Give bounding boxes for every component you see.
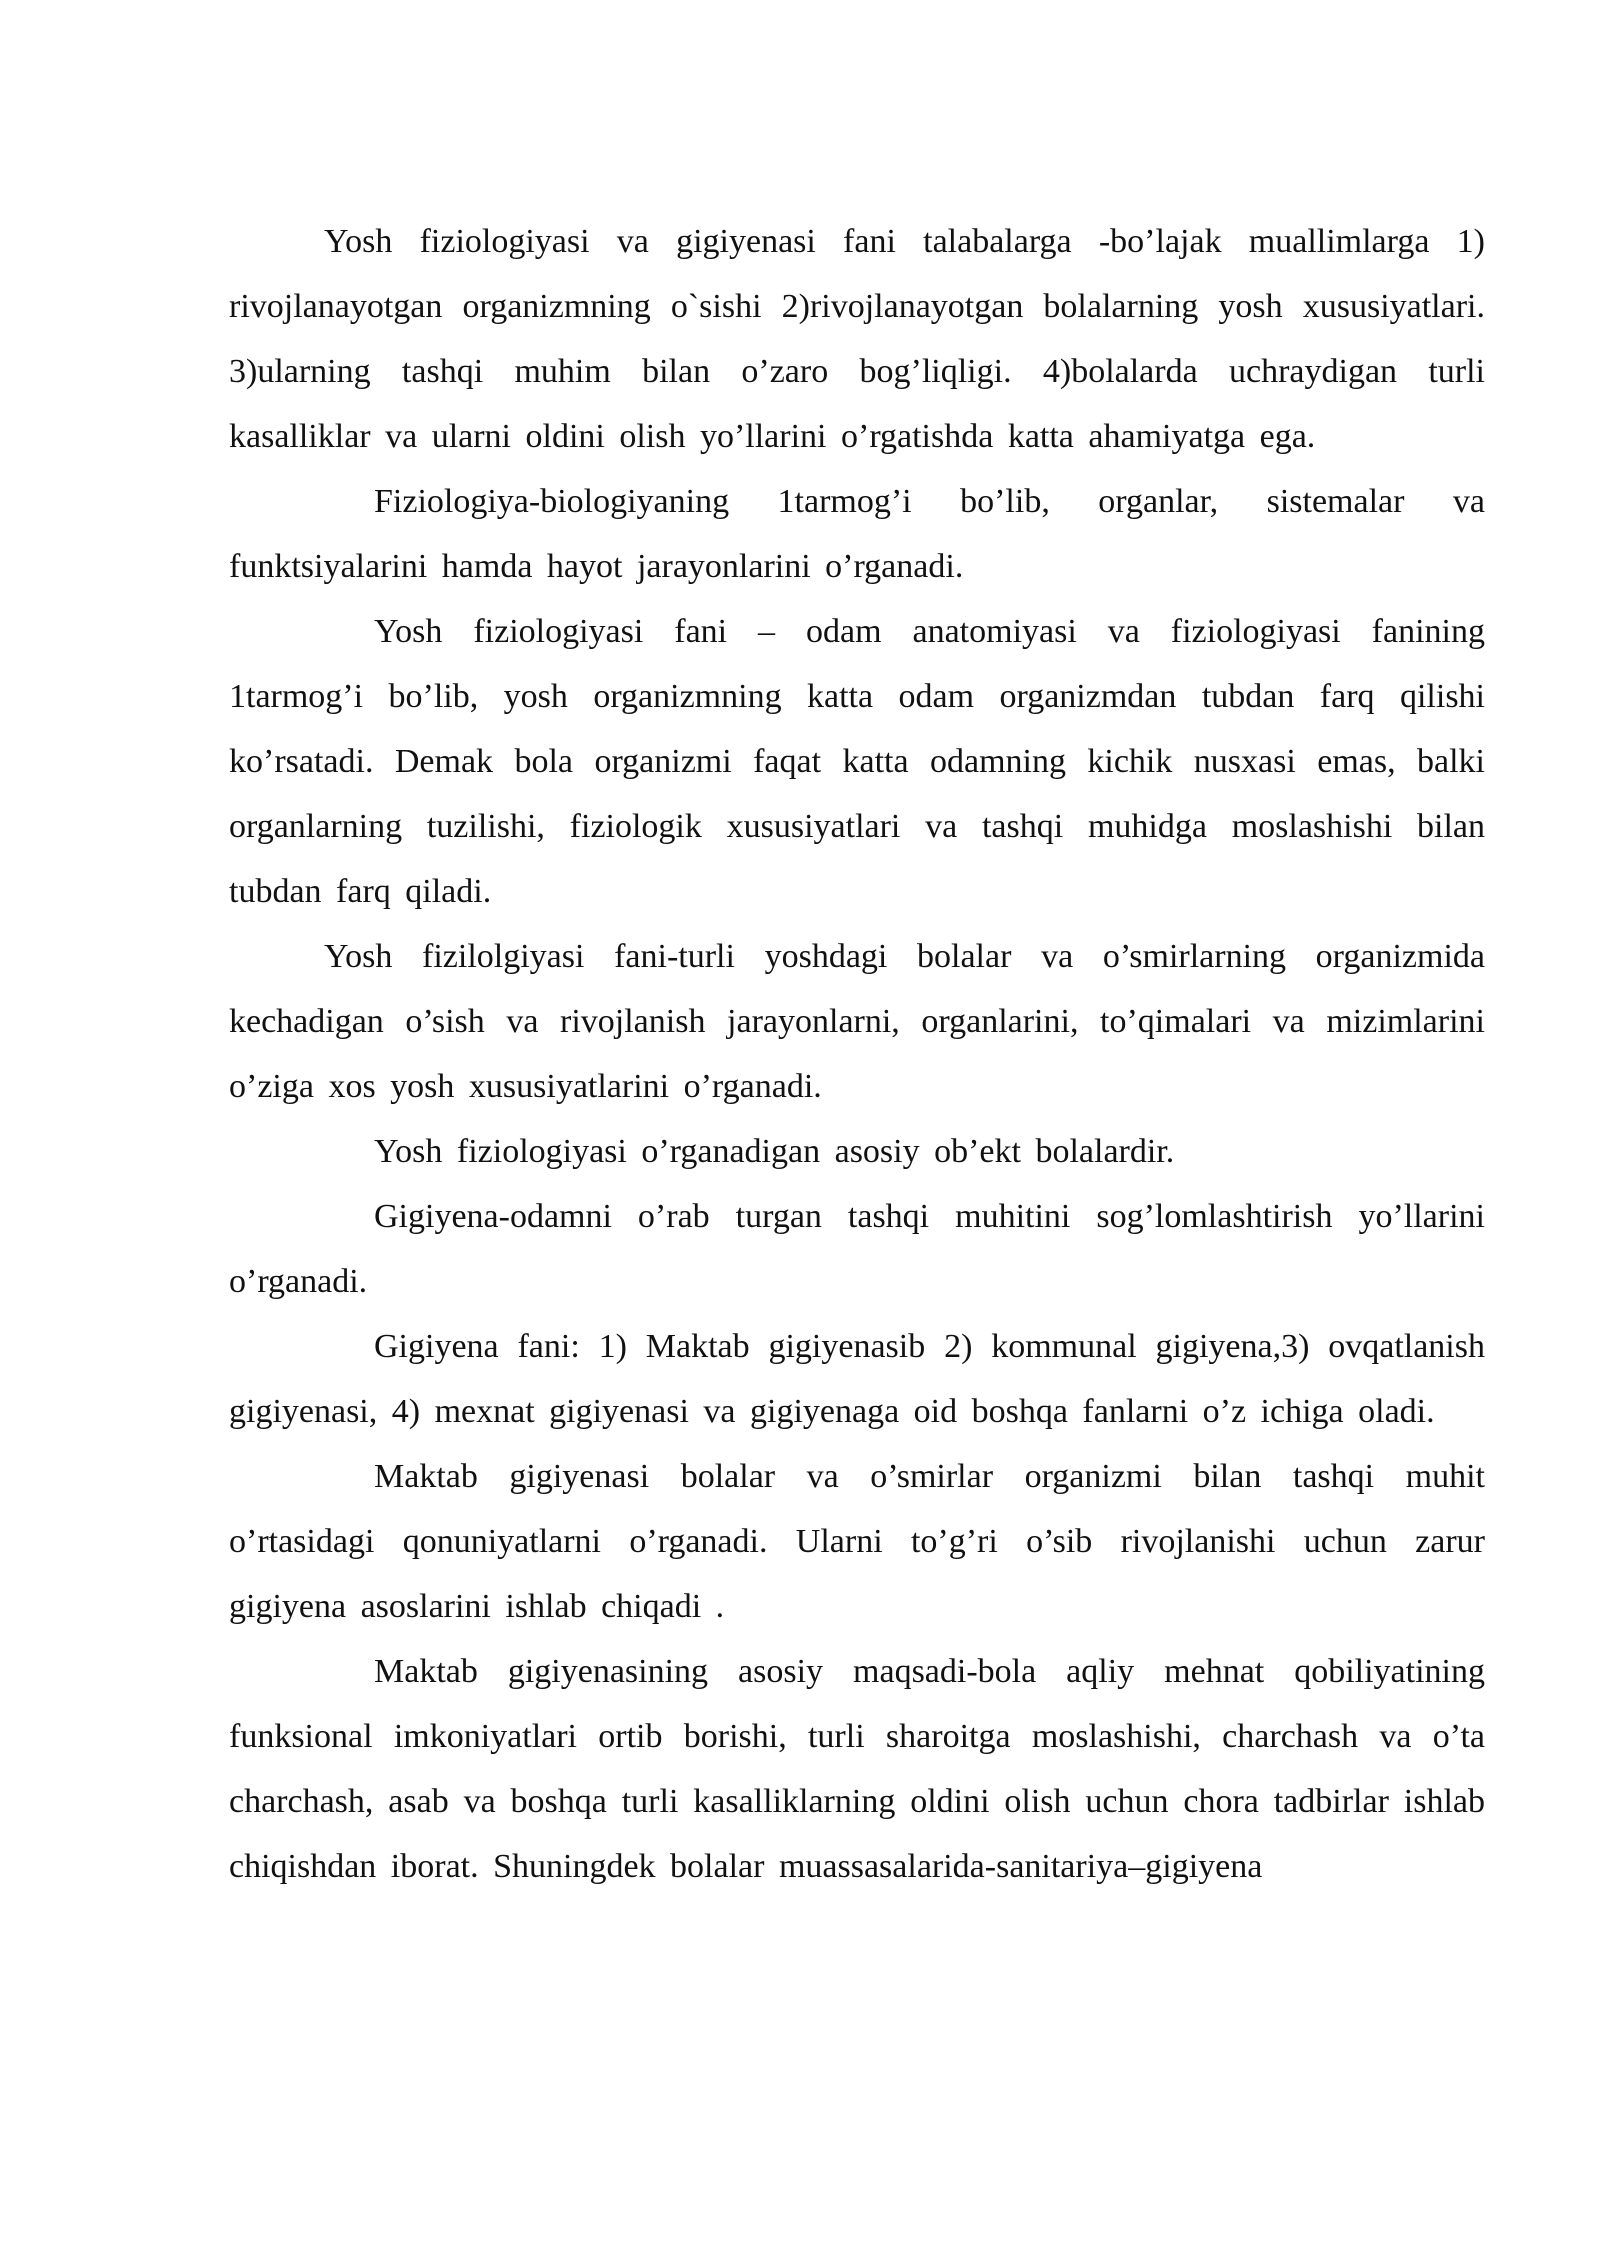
paragraph-school-hygiene-goal: Maktab gigiyenasining asosiy maqsadi-bola aqliy mehnat qobiliyatining funksional imkoniyatlari ortib borishi, turli sharoitga moslashishi, charchash va o’ta charchash, asab va boshqa turli kasalliklarning oldini olish uchun chora tadbirlar ishlab chiqishdan iborat. Shuningdek bolalar muassasalarida-sanitariya–gigiyena xyxy=(229,1653,1485,1885)
paragraph-hygiene-branches: Gigiyena fani: 1) Maktab gigiyenasib 2) kommunal gigiyena,3) ovqatlanish gigiyenasi, 4) mexnat gigiyenasi va gigiyenaga oid boshqa fanlarni o’z ichiga oladi. xyxy=(229,1328,1485,1430)
paragraph-physiology-definition: Fiziologiya-biologiyaning 1tarmog’i bo’lib, organlar, sistemalar va funktsiyalarini hamda hayot jarayonlarini o’rganadi. xyxy=(229,483,1485,585)
paragraph-age-physiology: Yosh fiziologiyasi fani – odam anatomiyasi va fiziologiyasi fanining 1tarmog’i bo’lib, yosh organizmning katta odam organizmdan tubdan farq qilishi ko’rsatadi. Demak bola organizmi faqat katta odamning kichik nusxasi emas, balki organlarning tuzilishi, fiziologik xususiyatlari va tashqi muhidga moslashishi bilan tubdan farq qiladi. xyxy=(229,613,1485,910)
paragraph-school-hygiene: Maktab gigiyenasi bolalar va o’smirlar organizmi bilan tashqi muhit o’rtasidagi qonuniyatlarni o’rganadi. Ularni to’g’ri o’sib rivojlanishi uchun zarur gigiyena asoslarini ishlab chiqadi . xyxy=(229,1458,1485,1625)
paragraph-study-object: Yosh fiziologiyasi o’rganadigan asosiy ob’ekt bolalardir. xyxy=(374,1133,1175,1170)
document-body xyxy=(229,209,1485,1899)
paragraph-age-physiology-scope: Yosh fizilolgiyasi fani-turli yoshdagi bolalar va o’smirlarning organizmida kechadigan o’sish va rivojlanish jarayonlarni, organlarini, to’qimalari va mizimlarini o’ziga xos yosh xususiyatlarini o’rganadi. xyxy=(229,938,1485,1105)
paragraph-hygiene-definition: Gigiyena-odamni o’rab turgan tashqi muhitini sog’lomlashtirish yo’llarini o’rganadi. xyxy=(229,1198,1485,1300)
paragraph-intro: Yosh fiziologiyasi va gigiyenasi fani talabalarga -bo’lajak muallimlarga 1) rivojlanayotgan organizmning o`sishi 2)rivojlanayotgan bolalarning yosh xususiyatlari. 3)ularning tashqi muhim bilan o’zaro bog’liqligi. 4)bolalarda uchraydigan turli kasalliklar va ularni oldini olish yo’llarini o’rgatishda katta ahamiyatga ega. xyxy=(229,223,1485,455)
